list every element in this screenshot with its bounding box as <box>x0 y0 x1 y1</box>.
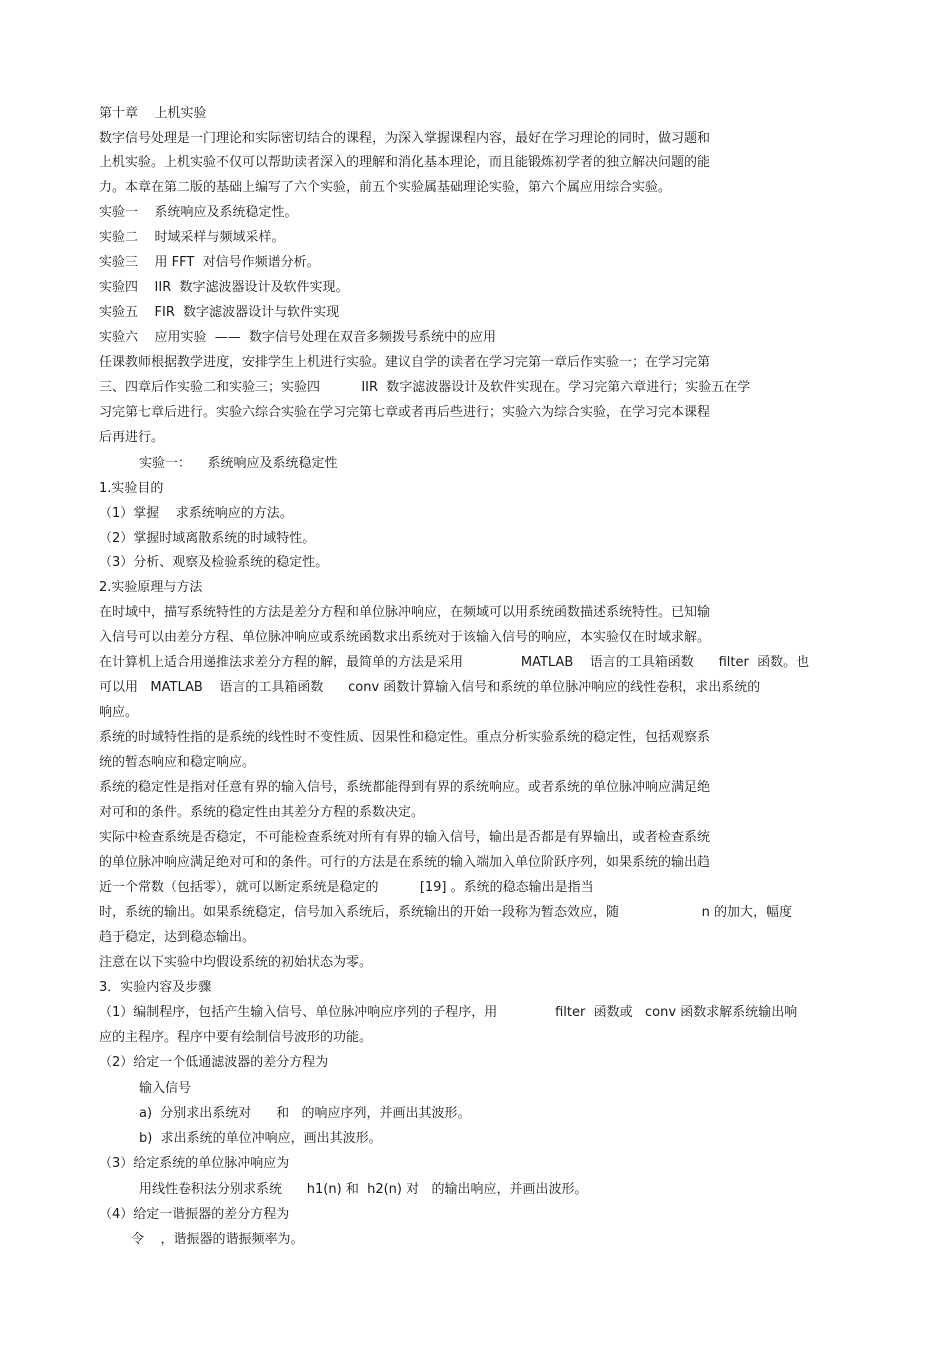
text-line: 实验四 IIR 数字滤波器设计及软件实现。 <box>99 280 349 295</box>
text-line: 习完第七章后进行。实验六综合实验在学习完第七章或者再后些进行；实验六为综合实验，在学习完本课程 <box>99 405 711 420</box>
text-line: 用线性卷积法分别求系统 h1(n) 和 h2(n) 对 的输出响应，并画出波形。 <box>139 1182 588 1197</box>
text-line: （2）给定一个低通滤波器的差分方程为 <box>99 1055 329 1070</box>
text-line: 统的暂态响应和稳定响应。 <box>99 755 256 770</box>
text-line: 趋于稳定，达到稳态输出。 <box>99 930 256 945</box>
text-line: 力。本章在第二版的基础上编写了六个实验，前五个实验属基础理论实验，第六个属应用综合实验。 <box>99 180 672 195</box>
text-line: （2）掌握时域离散系统的时域特性。 <box>99 531 316 546</box>
text-line: 令 ，谐振器的谐振频率为。 <box>131 1232 304 1247</box>
text-line: （1）编制程序，包括产生输入信号、单位脉冲响应序列的子程序，用 filter 函数或 conv 函数求解系统输出响 <box>99 1005 798 1020</box>
text-line: 在时域中，描写系统特性的方法是差分方程和单位脉冲响应，在频域可以用系统函数描述系统特性。已知输 <box>99 605 711 620</box>
text-line: 对可和的条件。系统的稳定性由其差分方程的系数决定。 <box>99 805 425 820</box>
text-line: 系统的稳定性是指对任意有界的输入信号，系统都能得到有界的系统响应。或者系统的单位脉冲响应满足绝 <box>99 780 711 795</box>
text-line: 1.实验目的 <box>99 481 164 496</box>
text-line: 2.实验原理与方法 <box>99 580 203 595</box>
text-line: b) 求出系统的单位冲响应，画出其波形。 <box>139 1131 382 1146</box>
text-line: 应的主程序。程序中要有绘制信号波形的功能。 <box>99 1030 373 1045</box>
text-line: 实验一 系统响应及系统稳定性。 <box>99 205 298 220</box>
text-line: 实验一： 系统响应及系统稳定性 <box>139 456 338 471</box>
text-line: 实验五 FIR 数字滤波器设计与软件实现 <box>99 305 340 320</box>
text-line: 第十章 上机实验 <box>99 106 207 121</box>
text-line: 3．实验内容及步骤 <box>99 980 212 995</box>
text-line: a) 分别求出系统对 和 的响应序列，并画出其波形。 <box>139 1106 471 1121</box>
text-line: 注意在以下实验中均假设系统的初始状态为零。 <box>99 955 373 970</box>
text-line: 后再进行。 <box>99 430 165 445</box>
text-line: 实验三 用 FFT 对信号作频谱分析。 <box>99 255 320 270</box>
text-line: 实验二 时域采样与频域采样。 <box>99 230 285 245</box>
text-line: 数字信号处理是一门理论和实际密切结合的课程，为深入掌握课程内容，最好在学习理论的同时，做习题和 <box>99 131 711 146</box>
text-line: （1）掌握 求系统响应的方法。 <box>99 506 293 521</box>
text-line: （3）给定系统的单位脉冲响应为 <box>99 1156 290 1171</box>
text-line: 时，系统的输出。如果系统稳定，信号加入系统后，系统输出的开始一段称为暂态效应，随 n 的加大，幅度 <box>99 905 793 920</box>
text-line: 在计算机上适合用递推法求差分方程的解，最简单的方法是采用 MATLAB 语言的工具箱函数 filter 函数。也 <box>99 655 810 670</box>
text-line: 入信号可以由差分方程、单位脉冲响应或系统函数求出系统对于该输入信号的响应，本实验仅在时域求解。 <box>99 630 711 645</box>
text-line: 实验六 应用实验 —— 数字信号处理在双音多频拨号系统中的应用 <box>99 330 497 345</box>
text-line: 实际中检查系统是否稳定，不可能检查系统对所有有界的输入信号，输出是否都是有界输出，或者检查系统 <box>99 830 711 845</box>
text-line: 近一个常数（包括零），就可以断定系统是稳定的 [19] 。系统的稳态输出是指当 <box>99 880 594 895</box>
text-line: 三、四章后作实验二和实验三；实验四 IIR 数字滤波器设计及软件实现在。学习完第六章进行；实验五在学 <box>99 380 751 395</box>
text-line: 的单位脉冲响应满足绝对可和的条件。可行的方法是在系统的输入端加入单位阶跃序列，如果系统的输出趋 <box>99 855 711 870</box>
text-line: 响应。 <box>99 705 139 720</box>
text-line: 可以用 MATLAB 语言的工具箱函数 conv 函数计算输入信号和系统的单位脉冲响应的线性卷积，求出系统的 <box>99 680 761 695</box>
text-line: 任课教师根据教学进度，安排学生上机进行实验。建议自学的读者在学习完第一章后作实验一；在学习完第 <box>99 355 711 370</box>
text-line: （4）给定一谐振器的差分方程为 <box>99 1207 290 1222</box>
text-line: 系统的时域特性指的是系统的线性时不变性质、因果性和稳定性。重点分析实验系统的稳定性，包括观察系 <box>99 730 711 745</box>
text-line: （3）分析、观察及检验系统的稳定性。 <box>99 555 329 570</box>
text-line: 上机实验。上机实验不仅可以帮助读者深入的理解和消化基本理论，而且能锻炼初学者的独立解决问题的能 <box>99 155 711 170</box>
text-line: 输入信号 <box>139 1081 192 1096</box>
